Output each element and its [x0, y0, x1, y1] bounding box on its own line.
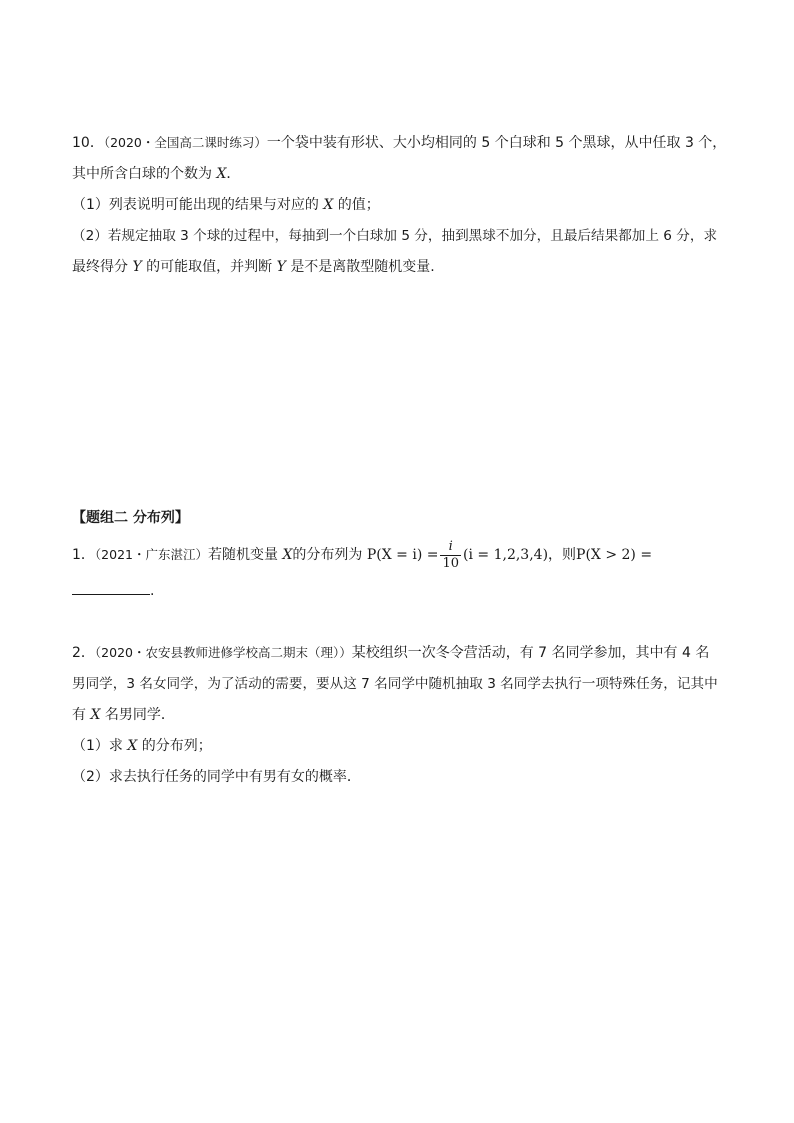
q2-line-3: [72, 705, 175, 725]
q1-text-c: ，则: [548, 547, 577, 563]
q1-source: （2021・广东湛江）: [94, 547, 208, 562]
q10-part2-d: 是不是离散型随机变量.: [290, 259, 435, 275]
q10-part2-c: 的可能取值，并判断: [146, 259, 273, 275]
q1-formula-ask: P(X > 2) =: [576, 547, 653, 563]
q10-part2-num: （2）: [72, 228, 108, 244]
q1-text-a: 若随机变量: [207, 547, 278, 563]
q1-formula-left: P(X = i) =: [366, 547, 439, 563]
q10-part1-b: 的值；: [337, 197, 380, 213]
q2-part-2: [72, 767, 361, 787]
q1-frac-den: 10: [442, 555, 460, 571]
q2-part1-b: 的分布列；: [141, 738, 212, 754]
q10-var-y-2: Y: [276, 259, 286, 275]
q1-blank-end: .: [150, 583, 155, 599]
q10-part-1: [72, 195, 380, 215]
q2-number: 2．: [72, 645, 95, 661]
q2-part1-a: 求: [108, 738, 123, 754]
q1-frac-num: i: [448, 538, 453, 554]
q10-text-b: 其中所含白球的个数为: [72, 166, 212, 182]
q1-answer-line: [72, 580, 154, 601]
q2-part1-num: （1）: [72, 738, 109, 754]
q10-var-x: X: [216, 166, 227, 182]
q2-part1-var-x: X: [127, 738, 138, 754]
q10-number: 10．: [72, 135, 104, 151]
q10-source: （2020・全国高二课时练习）: [103, 135, 267, 150]
q10-part-2-cont: [72, 257, 435, 277]
q2-part2-num: （2）: [72, 769, 109, 785]
q10-part1-a: 列表说明可能出现的结果与对应的: [108, 197, 319, 213]
q10-part2-a: 若规定抽取 3 个球的过程中，每抽到一个白球加 5 分，抽到黑球不加分，且最后结果都加上 6 分，求: [107, 228, 718, 244]
q2-text-b: 男同学，3 名女同学，为了活动的需要，要从这 7 名同学中随机抽取 3 名同学去执行一项特殊任务，记其中: [72, 676, 718, 692]
q2-text-c1: 有: [72, 707, 86, 723]
section-title: 【题组二 分布列】: [72, 510, 189, 526]
q2-line-2: [72, 674, 718, 694]
q2-line-1: [72, 643, 709, 663]
q1-fraction: [440, 539, 461, 572]
q10-part1-num: （1）: [72, 197, 109, 213]
q1-answer-blank[interactable]: [72, 580, 150, 595]
q2-text-a: 某校组织一次冬令营活动，有 7 名同学参加，其中有 4 名: [351, 645, 710, 661]
q2-text-c2: 名男同学．: [104, 707, 175, 723]
q10-line-1: [72, 133, 726, 153]
q2-part-1: [72, 736, 212, 756]
q1-line-1: [72, 538, 652, 572]
q10-line-2: [72, 164, 240, 184]
q1-var-x: X: [282, 547, 293, 563]
q1-number: 1．: [72, 547, 95, 563]
q10-text-a: 一个袋中装有形状、大小均相同的 5 个白球和 5 个黑球，从中任取 3 个，: [266, 135, 727, 151]
q10-period: ．: [226, 166, 241, 182]
q10-var-y: Y: [132, 259, 142, 275]
q10-part1-var-x: X: [323, 197, 334, 213]
q1-text-b: 的分布列为: [292, 547, 363, 563]
q2-var-x: X: [90, 707, 101, 723]
q1-formula-right: (i = 1,2,3,4): [463, 547, 549, 563]
q10-part2-b: 最终得分: [72, 259, 128, 275]
q2-part2-a: 求去执行任务的同学中有男有女的概率．: [108, 769, 361, 785]
q10-part-2: [72, 226, 717, 246]
q2-source: （2020・农安县教师进修学校高二期末（理））: [94, 645, 352, 660]
